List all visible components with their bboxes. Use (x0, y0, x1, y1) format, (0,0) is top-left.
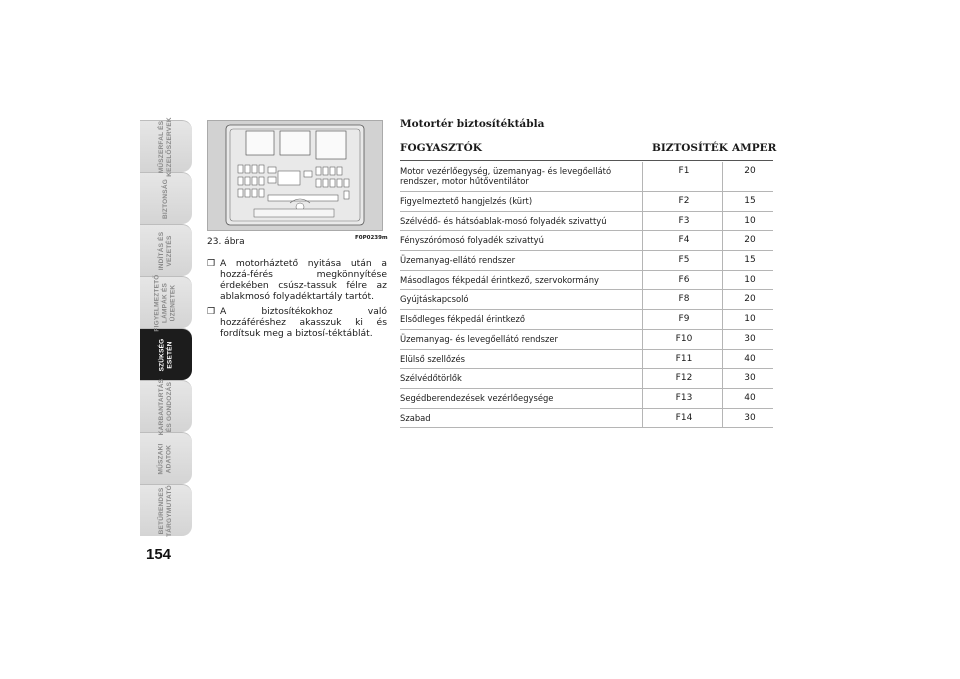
instruction-list (207, 258, 387, 343)
fuse-cell: F11 (675, 353, 693, 364)
fuse-cell: F8 (678, 294, 690, 305)
fuse-cell: F13 (675, 392, 693, 403)
instruction-text: A biztosítékokhoz való hozzáféréshez akasszuk ki és fordítsuk meg a biztosí-téktáblát. (220, 306, 387, 339)
consumer-cell: Elsődleges fékpedál érintkező (400, 314, 525, 325)
table-row (400, 389, 773, 409)
checkbox-bullet-icon: ❒ (207, 259, 216, 269)
consumer-cell: Szélvédőtörlők (400, 373, 462, 384)
chapter-tab[interactable] (140, 484, 192, 536)
consumer-cell: Motor vezérlőegység, üzemanyag- és levegőellátó rendszer, motor hűtőventilátor (400, 166, 612, 186)
instruction-text: A motorháztető nyitása után a hozzá-férés megkönnyítése érdekében csúsz-tassuk félre az ablakmosó folyadéktartály tartót. (220, 258, 387, 302)
amp-cell: 30 (744, 412, 756, 423)
consumer-cell: Üzemanyag-ellátó rendszer (400, 255, 516, 266)
chapter-tab-label: MŰSZAKI ADATOK (157, 442, 173, 475)
amp-cell: 10 (744, 215, 756, 226)
fuse-cell: F12 (675, 373, 693, 384)
header-amp: AMPER (732, 142, 777, 154)
chapter-tab[interactable] (140, 172, 192, 224)
amp-cell: 10 (744, 314, 756, 325)
amp-cell: 15 (744, 255, 756, 266)
header-consumer: FOGYASZTÓK (400, 142, 482, 154)
fuse-cell: F10 (675, 333, 693, 344)
table-row (400, 251, 773, 271)
consumer-cell: Szabad (400, 412, 431, 423)
chapter-tab-label: MŰSZERFAL ÉS KEZELŐSZERVEK (158, 116, 174, 177)
fuse-cell: F5 (678, 255, 690, 266)
chapter-tab[interactable] (140, 378, 192, 435)
amp-cell: 40 (744, 353, 756, 364)
table-row (400, 330, 773, 350)
chapter-tab-label: SZÜKSÉG ESETÉN (157, 338, 173, 371)
chapter-tab-label: BETŰRENDES TÁRGYMUTATÓ (157, 484, 173, 537)
consumer-cell: Fényszórómosó folyadék szivattyú (400, 235, 544, 246)
table-row (400, 212, 773, 232)
table-row (400, 409, 773, 429)
fuse-cell: F6 (678, 274, 690, 285)
table-row (400, 350, 773, 370)
amp-cell: 30 (744, 373, 756, 384)
fuse-cell: F14 (675, 412, 693, 423)
amp-cell: 20 (744, 235, 756, 246)
table-row (400, 310, 773, 330)
table-row (400, 271, 773, 291)
chapter-tab[interactable] (140, 432, 192, 484)
amp-cell: 30 (744, 333, 756, 344)
chapter-tab-label: FIGYELMEZTETŐ LÁMPÁK ÉS ÜZENETEK (154, 273, 178, 332)
table-row (400, 290, 773, 310)
instruction-item (207, 258, 387, 302)
fuse-box-illustration (207, 120, 383, 231)
chapter-tab[interactable] (140, 116, 192, 177)
table-row (400, 162, 773, 192)
chapter-tab[interactable] (140, 328, 192, 380)
header-fuse: BIZTOSÍTÉK (652, 142, 728, 154)
chapter-tab-label: INDÍTÁS ÉS VEZETÉS (157, 231, 173, 270)
consumer-cell: Üzemanyag- és levegőellátó rendszer (400, 333, 558, 344)
amp-cell: 20 (744, 166, 756, 176)
fuse-box-drawing (208, 121, 382, 230)
amp-cell: 15 (744, 196, 756, 206)
amp-cell: 40 (744, 392, 756, 403)
fuse-cell: F4 (678, 235, 690, 246)
consumer-cell: Gyújtáskapcsoló (400, 294, 469, 305)
figure-code: F0P0239m (355, 235, 388, 241)
table-row (400, 192, 773, 212)
page-number: 154 (146, 546, 172, 563)
chapter-tab[interactable] (140, 273, 192, 332)
chapter-tab-label: KARBANTARTÁS ÉS GONDOZÁS (158, 378, 174, 435)
chapter-tab-label: BIZTONSÁG (162, 178, 169, 219)
fuse-cell: F1 (678, 166, 690, 176)
fuse-cell: F9 (678, 314, 690, 325)
checkbox-bullet-icon: ❒ (207, 307, 216, 317)
figure-caption: 23. ábra (207, 237, 245, 247)
instruction-item (207, 306, 387, 339)
table-row (400, 369, 773, 389)
chapter-tab[interactable] (140, 224, 192, 276)
table-title: Motortér biztosítéktábla (400, 118, 545, 130)
table-header (400, 142, 777, 161)
chapter-tabs (140, 116, 192, 537)
fuse-cell: F2 (678, 196, 690, 206)
consumer-cell: Másodlagos fékpedál érintkező, szervokormány (400, 274, 599, 285)
consumer-cell: Szélvédő- és hátsóablak-mosó folyadék szivattyú (400, 215, 607, 226)
fuse-table-body (400, 162, 773, 428)
table-row (400, 231, 773, 251)
fuse-cell: F3 (678, 215, 690, 226)
amp-cell: 20 (744, 294, 756, 305)
consumer-cell: Elülső szellőzés (400, 353, 466, 364)
consumer-cell: Segédberendezések vezérlőegysége (400, 392, 554, 403)
amp-cell: 10 (744, 274, 756, 285)
consumer-cell: Figyelmeztető hangjelzés (kürt) (400, 196, 533, 206)
